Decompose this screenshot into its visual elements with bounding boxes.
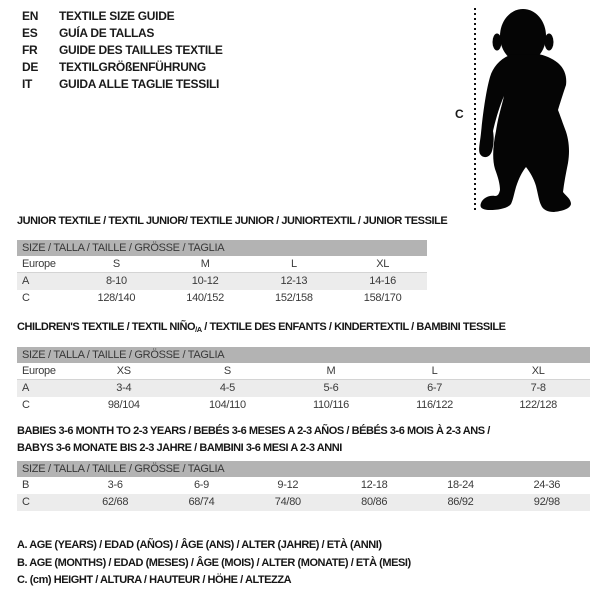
language-row-fr <box>22 42 223 59</box>
row-label: C <box>22 399 30 411</box>
height-cell: 104/110 <box>208 399 246 411</box>
size-cell: XL <box>376 258 390 270</box>
months-cell: 24-36 <box>533 479 561 491</box>
height-cell: 92/98 <box>533 496 560 508</box>
language-code: DE <box>22 60 39 74</box>
children-table-title <box>17 321 506 334</box>
row-label: C <box>22 292 30 304</box>
language-row-en <box>22 8 223 25</box>
months-cell: 12-18 <box>360 479 388 491</box>
age-cell: 6-7 <box>427 382 443 394</box>
row-label: C <box>22 496 30 508</box>
row-label: A <box>22 275 30 287</box>
babies-size-table <box>17 461 590 511</box>
children-size-table <box>17 347 590 414</box>
language-code: FR <box>22 43 38 57</box>
height-dashed-line <box>474 8 476 212</box>
age-cell: 14-16 <box>369 275 396 287</box>
months-cell: 9-12 <box>277 479 299 491</box>
age-cell: 3-4 <box>116 382 132 394</box>
size-cell: L <box>431 365 438 377</box>
height-cell: 128/140 <box>97 292 136 304</box>
row-label: Europe <box>22 258 56 270</box>
table-row-europe <box>17 256 427 273</box>
language-row-es <box>22 25 223 42</box>
height-cell: 74/80 <box>274 496 301 508</box>
language-row-de <box>22 59 223 76</box>
height-cell: 152/158 <box>275 292 313 304</box>
height-cell: 116/122 <box>416 399 453 411</box>
guide-title: GUIDE DES TAILLES TEXTILE <box>59 43 223 57</box>
table-row-height <box>17 397 590 414</box>
table-row-age <box>17 380 590 397</box>
height-cell: 86/92 <box>447 496 474 508</box>
size-cell: XS <box>116 365 131 377</box>
legend-age-months: B. AGE (MONTHS) / EDAD (MESES) / ÂGE (MOIS) / ALTER (MONATE) / ETÀ (MESI) <box>17 556 411 569</box>
table-row-europe <box>17 363 590 380</box>
junior-table-title: JUNIOR TEXTILE / TEXTIL JUNIOR/ TEXTILE JUNIOR / JUNIORTEXTIL / JUNIOR TESSILE <box>17 215 448 227</box>
age-cell: 5-6 <box>323 382 339 394</box>
age-cell: 10-12 <box>191 275 219 287</box>
size-cell: M <box>326 365 336 377</box>
guide-title: TEXTILE SIZE GUIDE <box>59 9 175 23</box>
babies-title-line1: BABIES 3-6 MONTH TO 2-3 YEARS / BEBÉS 3-6 MESES A 2-3 AÑOS / BÉBÉS 3-6 MOIS À 2-3 ANS / <box>17 425 490 437</box>
height-cell: 158/170 <box>363 292 402 304</box>
height-cell: 62/68 <box>102 496 129 508</box>
babies-title-line2: BABYS 3-6 MONATE BIS 2-3 JAHRE / BAMBINI 3-6 MESI A 2-3 ANNI <box>17 442 342 454</box>
age-cell: 4-5 <box>219 382 235 394</box>
age-cell: 8-10 <box>105 275 127 287</box>
size-cell: S <box>112 258 120 270</box>
age-cell: 12-13 <box>280 275 308 287</box>
language-title-list <box>22 8 223 93</box>
months-cell: 3-6 <box>107 479 123 491</box>
table-row-height <box>17 494 590 511</box>
age-cell: 7-8 <box>530 382 546 394</box>
size-header-bar: SIZE / TALLA / TAILLE / GRÖSSE / TAGLIA <box>17 240 427 256</box>
row-label: B <box>22 479 30 491</box>
table-row-months <box>17 477 590 494</box>
baby-silhouette-image <box>478 5 574 213</box>
height-cell: 110/116 <box>312 399 349 411</box>
children-title-sub: /A <box>195 325 202 334</box>
size-header-bar: SIZE / TALLA / TAILLE / GRÖSSE / TAGLIA <box>17 347 590 363</box>
table-row-age <box>17 273 427 290</box>
babies-table-title <box>17 423 490 457</box>
language-code: IT <box>22 77 33 91</box>
legend-height-cm: C. (cm) HEIGHT / ALTURA / HAUTEUR / HÖHE / ALTEZZA <box>17 574 292 586</box>
height-cell: 98/104 <box>107 399 140 411</box>
guide-title: TEXTILGRÖßENFÜHRUNG <box>59 60 206 74</box>
height-cell: 122/128 <box>519 399 557 411</box>
table-row-height <box>17 290 427 307</box>
height-cell: 80/86 <box>361 496 388 508</box>
junior-size-table <box>17 240 427 307</box>
height-cell: 68/74 <box>188 496 215 508</box>
row-label: A <box>22 382 30 394</box>
size-header-bar: SIZE / TALLA / TAILLE / GRÖSSE / TAGLIA <box>17 461 590 477</box>
children-title-suffix: / TEXTILE DES ENFANTS / KINDERTEXTIL / BAMBINI TESSILE <box>201 321 506 333</box>
row-label: Europe <box>22 365 56 377</box>
height-cell: 140/152 <box>186 292 224 304</box>
guide-title: GUÍA DE TALLAS <box>59 26 155 40</box>
measurement-legend <box>17 537 411 590</box>
size-cell: L <box>290 258 297 270</box>
guide-title: GUIDA ALLE TAGLIE TESSILI <box>59 77 220 91</box>
legend-age-years: A. AGE (YEARS) / EDAD (AÑOS) / ÂGE (ANS) / ALTER (JAHRE) / ETÀ (ANNI) <box>17 539 382 551</box>
size-cell: S <box>223 365 231 377</box>
language-code: ES <box>22 26 38 40</box>
months-cell: 18-24 <box>447 479 474 491</box>
language-row-it <box>22 76 223 93</box>
children-title-prefix: CHILDREN'S TEXTILE / TEXTIL NIÑO <box>17 321 196 333</box>
language-code: EN <box>22 9 39 23</box>
months-cell: 6-9 <box>193 479 209 491</box>
size-cell: XL <box>531 365 545 377</box>
height-c-label: C <box>455 107 464 121</box>
size-cell: M <box>200 258 210 270</box>
